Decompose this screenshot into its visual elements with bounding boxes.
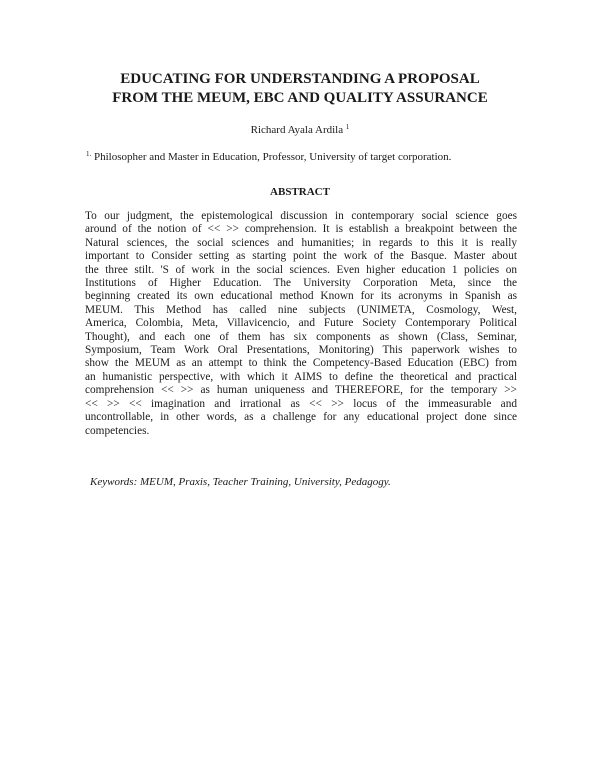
abstract-line: around of the notion of << >> comprehension. It is establish a breakpoint between the: [85, 223, 517, 236]
abstract-line: beginning created its own educational method Known for its acronyms in Spanish as: [85, 290, 517, 303]
keywords: Keywords: MEUM, Praxis, Teacher Training, University, Pedagogy.: [90, 476, 391, 488]
affiliation: [86, 147, 546, 164]
abstract-line: show the MEUM as an attempt to think the Competency-Based Education (EBC) from: [85, 357, 517, 370]
author-name: Richard Ayala Ardila: [250, 124, 344, 136]
abstract-line: Thought), and each one of them has six components as shown (Class, Seminar,: [85, 330, 517, 343]
affiliation-text: Philosopher and Master in Education, Professor, University of target corporation.: [94, 151, 452, 163]
abstract-line: Symposium, Team Work Oral Presentations, Monitoring) This paperwork wishes to: [85, 344, 517, 357]
abstract-body: [85, 210, 517, 438]
abstract-line: uncontrollable, in other words, as a challenge for any educational project done since: [85, 411, 517, 424]
title-line: FROM THE MEUM, EBC AND QUALITY ASSURANCE: [112, 90, 488, 106]
affiliation-mark: 1.: [86, 150, 92, 158]
abstract-heading: ABSTRACT: [270, 186, 330, 198]
author-footnote-mark: 1: [345, 123, 350, 131]
abstract-line: << >> << imagination and irrational as << >> locus of the immeasurable and: [85, 397, 517, 410]
abstract-line: MEUM. This Method has called nine subjects (UNIMETA, Cosmology, West,: [85, 303, 517, 316]
abstract-line: To our judgment, the epistemological discussion in contemporary social science goes: [85, 210, 517, 222]
abstract-line: the three stilt. 'S of work in the social sciences. Even higher education 1 policies on: [85, 263, 517, 276]
title-line: EDUCATING FOR UNDERSTANDING A PROPOSAL: [120, 71, 480, 87]
abstract-line: Natural sciences, the social sciences and humanities; in regards to this it is really: [85, 236, 517, 249]
abstract-line: an humanistic perspective, with which it AIMS to define the theoretical and practical: [85, 370, 517, 383]
abstract-line: competencies.: [85, 424, 150, 437]
abstract-line: comprehension << >> as human uniqueness and THEREFORE, for the temporary >>: [85, 384, 517, 397]
abstract-line: Institutions of Higher Education. The University Corporation Meta, since the: [85, 277, 517, 290]
abstract-line: important to Consider setting as starting point the work of the Basque. Master about: [85, 250, 517, 263]
author-line: [0, 120, 600, 137]
paper-title: [60, 70, 540, 108]
abstract-line: America, Colombia, Meta, Villavicencio, and Future Society Contemporary Political: [85, 317, 517, 330]
